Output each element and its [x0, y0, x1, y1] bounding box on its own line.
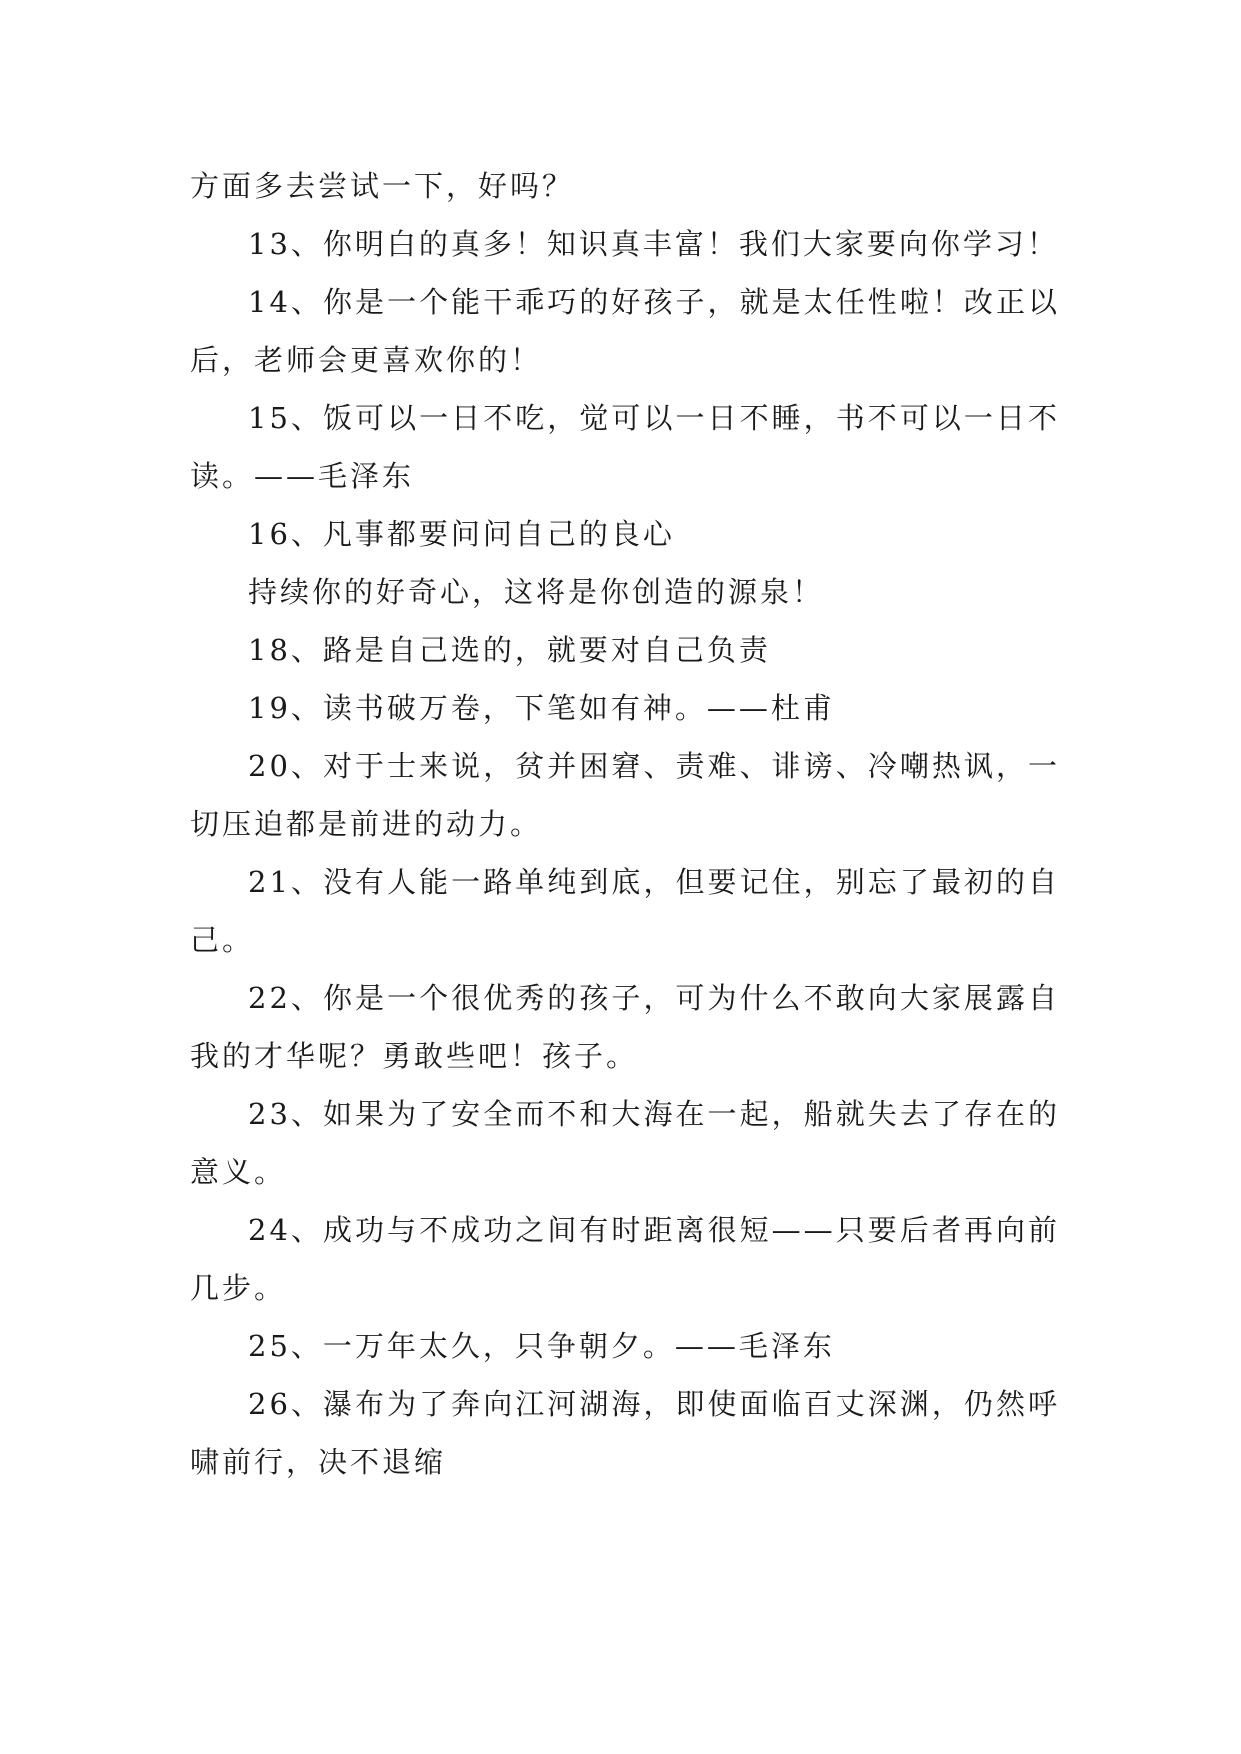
paragraph: 24、成功与不成功之间有时距离很短——只要后者再向前几步。 [190, 1213, 1060, 1305]
document-body [190, 157, 1060, 1491]
paragraph: 21、没有人能一路单纯到底，但要记住，别忘了最初的自己。 [190, 865, 1060, 957]
paragraph: 15、饭可以一日不吃，觉可以一日不睡，书不可以一日不读。——毛泽东 [190, 401, 1060, 493]
paragraph: 方面多去尝试一下，好吗？ [190, 169, 575, 203]
paragraph: 13、你明白的真多！知识真丰富！我们大家要向你学习！ [248, 227, 1059, 261]
paragraph: 23、如果为了安全而不和大海在一起，船就失去了存在的意义。 [190, 1097, 1060, 1189]
paragraph: 19、读书破万卷，下笔如有神。——杜甫 [248, 691, 835, 725]
paragraph: 26、瀑布为了奔向江河湖海，即使面临百丈深渊，仍然呼啸前行，决不退缩 [190, 1387, 1060, 1479]
paragraph: 16、凡事都要问问自己的良心 [248, 517, 675, 551]
paragraph: 持续你的好奇心，这将是你创造的源泉！ [248, 575, 825, 609]
paragraph: 20、对于士来说，贫并困窘、责难、诽谤、冷嘲热讽，一切压迫都是前进的动力。 [190, 749, 1060, 841]
paragraph: 22、你是一个很优秀的孩子，可为什么不敢向大家展露自我的才华呢？勇敢些吧！孩子。 [190, 981, 1060, 1073]
paragraph: 14、你是一个能干乖巧的好孩子，就是太任性啦！改正以后，老师会更喜欢你的！ [190, 285, 1060, 377]
paragraph: 25、一万年太久，只争朝夕。——毛泽东 [248, 1329, 835, 1363]
paragraph: 18、路是自己选的，就要对自己负责 [248, 633, 771, 667]
